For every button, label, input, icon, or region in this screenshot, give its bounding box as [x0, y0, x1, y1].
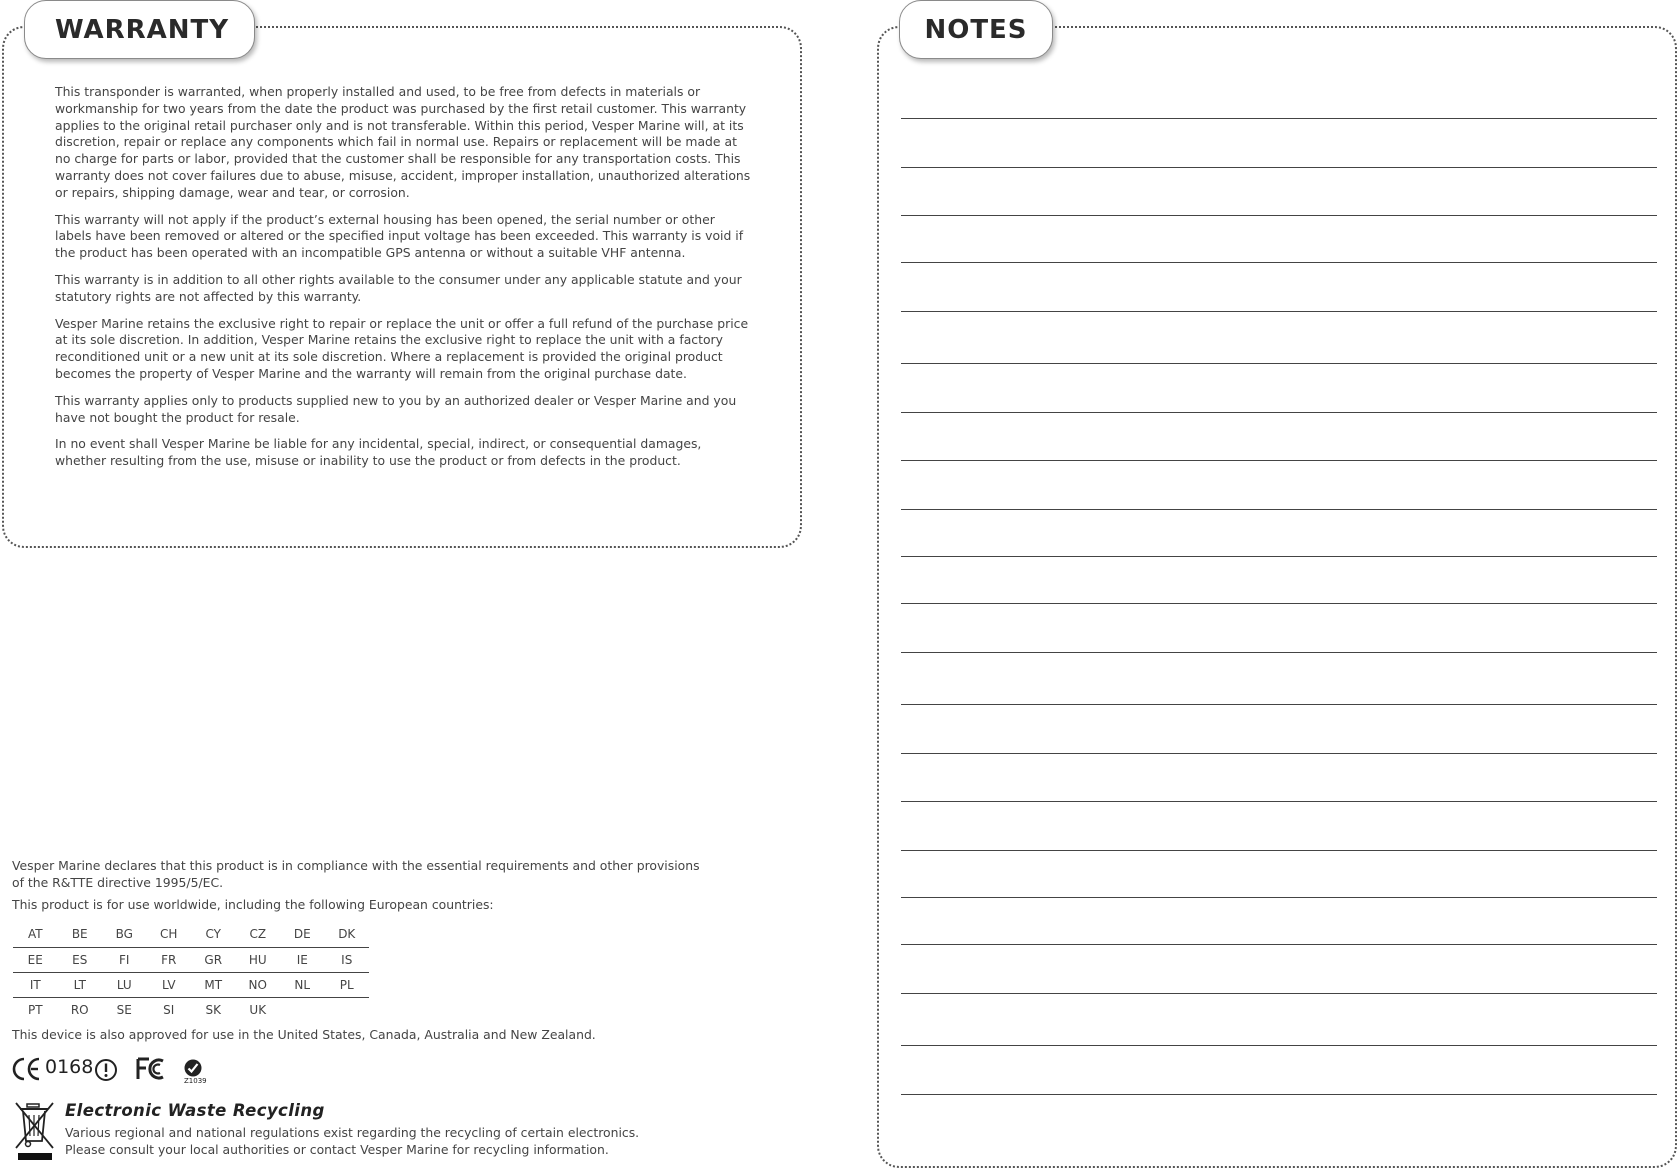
- note-line: [901, 118, 1657, 119]
- note-line: [901, 311, 1657, 312]
- country-code: SE: [116, 1002, 132, 1017]
- country-code: SK: [205, 1002, 221, 1017]
- country-code: LT: [58, 972, 103, 997]
- country-code: GR: [191, 947, 236, 972]
- warranty-title: WARRANTY: [24, 0, 255, 59]
- note-line: [901, 753, 1657, 754]
- country-code: IT: [13, 972, 58, 997]
- country-code: HU: [236, 947, 281, 972]
- country-code: BG: [102, 922, 147, 947]
- warranty-paragraph: This warranty applies only to products supplied new to you by an authorized dealer or Vesper Marine and you have not bought the product for resale.: [55, 392, 737, 425]
- country-code: RO: [70, 1002, 89, 1017]
- country-code: ES: [58, 947, 103, 972]
- c-tick-icon: [182, 1058, 204, 1078]
- recycling-title: Electronic Waste Recycling: [65, 1101, 325, 1120]
- note-line: [901, 850, 1657, 851]
- compliance-worldwide: This product is for use worldwide, including the following European countries:: [12, 896, 494, 912]
- country-code: DE: [280, 922, 325, 947]
- c-tick-code: Z1039: [184, 1077, 207, 1085]
- fcc-icon: [136, 1057, 170, 1081]
- recycling-line: Please consult your local authorities or contact Vesper Marine for recycling information.: [65, 1141, 609, 1157]
- country-row: [13, 947, 369, 972]
- country-code: CH: [147, 922, 192, 947]
- country-code: IS: [325, 947, 370, 972]
- note-line: [901, 897, 1657, 898]
- country-code: DK: [325, 922, 370, 947]
- country-code: SI: [163, 1002, 175, 1017]
- country-code: PL: [325, 972, 370, 997]
- country-code: NO: [236, 972, 281, 997]
- notified-body-number: 0168: [45, 1056, 94, 1078]
- country-table: [13, 922, 369, 1022]
- warranty-paragraph: In no event shall Vesper Marine be liable for any incidental, special, indirect, or consequential damages, whether resulting from the use, misuse or inability to use the product or from defects in the product.: [55, 436, 702, 469]
- compliance-declaration: Vesper Marine declares that this product is in compliance with the essential requirements and other provisions of the R&TTE directive 1995/5/EC.: [12, 858, 700, 890]
- country-code: [280, 997, 325, 1022]
- alert-class-icon: [94, 1058, 118, 1082]
- note-line: [901, 167, 1657, 168]
- country-code: LU: [102, 972, 147, 997]
- warranty-text: [55, 84, 755, 480]
- country-code: PT: [27, 1002, 43, 1017]
- note-line: [901, 801, 1657, 802]
- notes-panel: [877, 26, 1677, 1168]
- note-line: [901, 215, 1657, 216]
- note-line: [901, 262, 1657, 263]
- weee-bin-icon: [14, 1101, 56, 1161]
- country-code: AT: [13, 922, 58, 947]
- country-code: LV: [147, 972, 192, 997]
- note-line: [901, 993, 1657, 994]
- ce-mark-icon: [12, 1057, 42, 1081]
- country-code: NL: [280, 972, 325, 997]
- note-line: [901, 652, 1657, 653]
- country-code: BE: [58, 922, 103, 947]
- country-code: FI: [102, 947, 147, 972]
- note-line: [901, 1094, 1657, 1095]
- note-line: [901, 556, 1657, 557]
- note-line: [901, 509, 1657, 510]
- recycling-line: Various regional and national regulations exist regarding the recycling of certain electronics.: [65, 1125, 640, 1140]
- country-code: EE: [13, 947, 58, 972]
- country-code: CY: [191, 922, 236, 947]
- approval-statement: This device is also approved for use in the United States, Canada, Australia and New Zealand.: [12, 1027, 596, 1042]
- warranty-paragraph: Vesper Marine retains the exclusive right to repair or replace the unit or offer a full refund of the purchase price at its sole discretion. In addition, Vesper Marine retains the exclusive right to replace the unit with a factory reconditioned unit or a new unit at its sole discretion. Where a replacement is provided the original product becomes the property of Vesper Marine and the warranty will remain from the original purchase date.: [55, 315, 749, 381]
- country-code: MT: [191, 972, 236, 997]
- note-line: [901, 944, 1657, 945]
- warranty-paragraph: This warranty is in addition to all other rights available to the consumer under any applicable statute and your statutory rights are not affected by this warranty.: [55, 271, 742, 304]
- note-line: [901, 704, 1657, 705]
- country-code: CZ: [236, 922, 281, 947]
- country-code: IE: [280, 947, 325, 972]
- note-line: [901, 460, 1657, 461]
- note-line: [901, 363, 1657, 364]
- note-line: [901, 1045, 1657, 1046]
- recycling-section: [65, 1101, 639, 1159]
- country-row: [13, 922, 369, 947]
- note-line: [901, 603, 1657, 604]
- country-code: FR: [147, 947, 192, 972]
- country-code: UK: [249, 1002, 267, 1017]
- country-row: [13, 972, 369, 997]
- warranty-paragraph: This warranty will not apply if the product’s external housing has been opened, the serial number or other labels have been removed or altered or the specified input voltage has been exceeded. This warranty is void if the product has been operated with an incompatible GPS antenna or without a suitable VHF antenna.: [55, 211, 744, 261]
- country-row: [13, 997, 369, 1022]
- compliance-section: [12, 858, 732, 918]
- warranty-paragraph: This transponder is warranted, when properly installed and used, to be free from defects in materials or workmanship for two years from the date the product was purchased by the first retail customer. This warranty applies to the original retail purchaser only and is not transferable. Within this period, Vesper Marine will, at its discretion, repair or replace any components which fail in normal use. Repairs or replacement will be made at no charge for parts or labor, provided that the customer shall be responsible for any transportation costs. This warranty does not cover failures due to abuse, misuse, accident, improper installation, unauthorized alterations or repairs, shipping damage, wear and tear, or corrosion.: [55, 84, 751, 200]
- notes-title: NOTES: [899, 0, 1053, 59]
- note-line: [901, 412, 1657, 413]
- country-code: [325, 997, 370, 1022]
